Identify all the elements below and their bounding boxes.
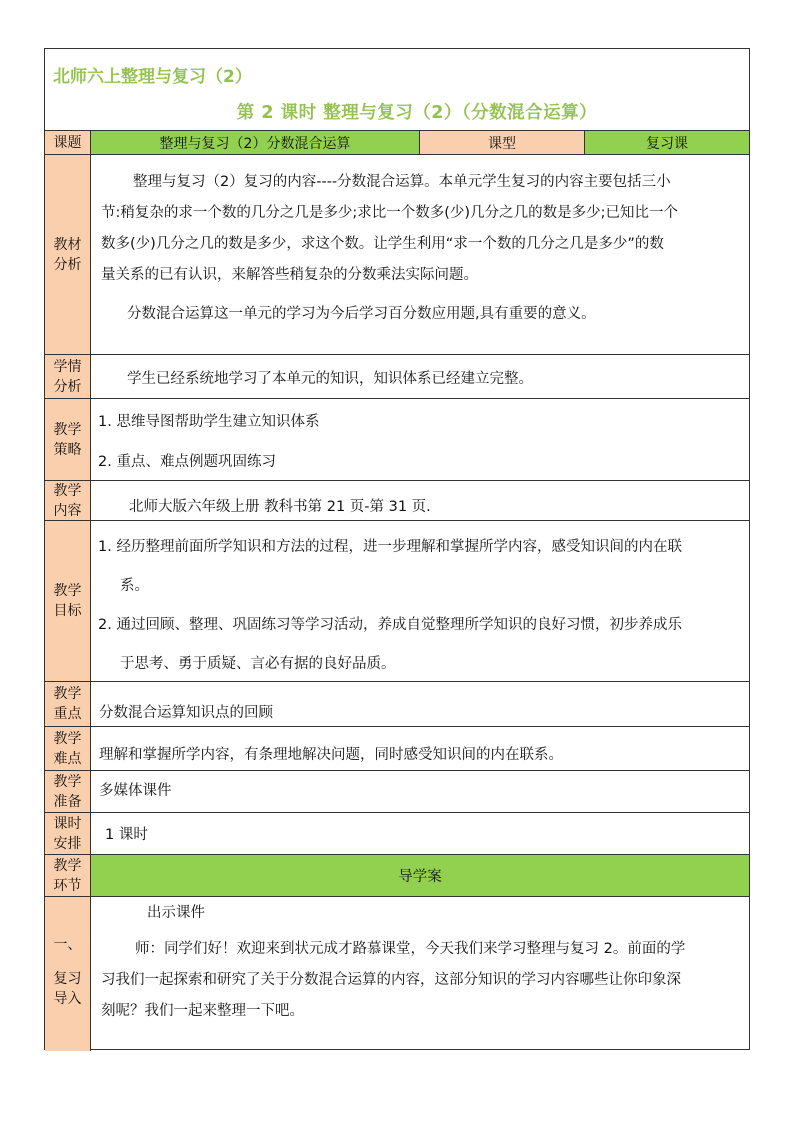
material-analysis-text: 整理与复习（2）复习的内容----分数混合运算。本单元学生复习的内容主要包括三小 节:稍复杂的求一个数的几分之几是多少;求比一个数多(少)几分之几的数是多少;已知比一个 数多(少)几分之几的数是多少，求这个数。让学生利用“求一个数的几分之几是多少”的数 量关系的已有认识，来解答些稍复杂的分数乘法实际问题。 分数混合运算这一单元的学习为今后学习百分数应用题,具有重要的意义。 bbox=[101, 174, 678, 322]
teaching-content-text: 北师大版六年级上册 教科书第 21 页-第 31 页. bbox=[129, 499, 431, 515]
schedule-text: 1 课时 bbox=[105, 827, 148, 843]
list-item: 2. 重点、难点例题巩固练习 bbox=[98, 454, 276, 470]
stage-label: 教学 环节 bbox=[45, 855, 91, 896]
learner-analysis-row bbox=[45, 355, 749, 399]
teaching-strategy-row bbox=[45, 399, 749, 481]
learner-analysis-label: 学情 分析 bbox=[45, 355, 91, 398]
teaching-content-label: 教学 内容 bbox=[45, 481, 91, 520]
topic-label: 课题 bbox=[45, 131, 91, 154]
key-point-label: 教学 重点 bbox=[45, 682, 91, 726]
guided-learning-plan-header: 导学案 bbox=[91, 855, 749, 896]
teaching-strategy-list bbox=[91, 399, 749, 480]
schedule-label: 课时 安排 bbox=[45, 813, 91, 854]
learner-analysis-text: 学生已经系统地学习了本单元的知识，知识体系已经建立完整。 bbox=[127, 371, 533, 387]
header-row bbox=[45, 49, 749, 131]
lesson-plan-table bbox=[44, 48, 750, 1050]
schedule-row bbox=[45, 813, 749, 855]
lesson-type-label: 课型 bbox=[420, 131, 585, 154]
teaching-strategy-label: 教学 策略 bbox=[45, 399, 91, 480]
stage-row bbox=[45, 855, 749, 897]
review-intro-label: 一、 复习 导入 bbox=[45, 897, 91, 1051]
list-item: 1. 思维导图帮助学生建立知识体系 bbox=[98, 414, 320, 430]
preparation-text: 多媒体课件 bbox=[99, 783, 172, 799]
series-title: 北师六上整理与复习（2） bbox=[53, 67, 252, 87]
material-analysis-label: 教材 分析 bbox=[45, 155, 91, 354]
teaching-goals-text: 1. 经历整理前面所学知识和方法的过程，进一步理解和掌握所学内容，感受知识间的内在联 系。 2. 通过回顾、整理、巩固练习等学习活动，养成自觉整理所学知识的良好习惯，初步养成乐 于思考、勇于质疑、言必有据的良好品质。 bbox=[98, 539, 682, 672]
difficulty-row bbox=[45, 727, 749, 771]
preparation-row bbox=[45, 771, 749, 813]
key-point-text: 分数混合运算知识点的回顾 bbox=[99, 705, 273, 721]
review-intro-row bbox=[45, 897, 749, 1051]
review-intro-text: 出示课件 师：同学们好！欢迎来到状元成才路慕课堂，今天我们来学习整理与复习 2。前面的学 习我们一起探索和研究了关于分数混合运算的内容，这部分知识的学习内容哪些让你印象深 刻呢？我们一起来整理一下吧。 bbox=[101, 905, 686, 1019]
difficulty-label: 教学 难点 bbox=[45, 727, 91, 770]
difficulty-text: 理解和掌握所学内容，有条理地解决问题，同时感受知识间的内在联系。 bbox=[99, 747, 563, 763]
lesson-title: 第 2 课时 整理与复习（2）（分数混合运算） bbox=[236, 103, 598, 123]
teaching-goals-label: 教学 目标 bbox=[45, 521, 91, 681]
topic-title: 整理与复习（2）分数混合运算 bbox=[91, 131, 420, 154]
topic-row bbox=[45, 131, 749, 155]
material-analysis-row bbox=[45, 155, 749, 355]
lesson-type-value: 复习课 bbox=[585, 131, 749, 154]
key-point-row bbox=[45, 682, 749, 727]
teaching-content-row bbox=[45, 481, 749, 521]
teaching-goals-row bbox=[45, 521, 749, 682]
preparation-label: 教学 准备 bbox=[45, 771, 91, 812]
